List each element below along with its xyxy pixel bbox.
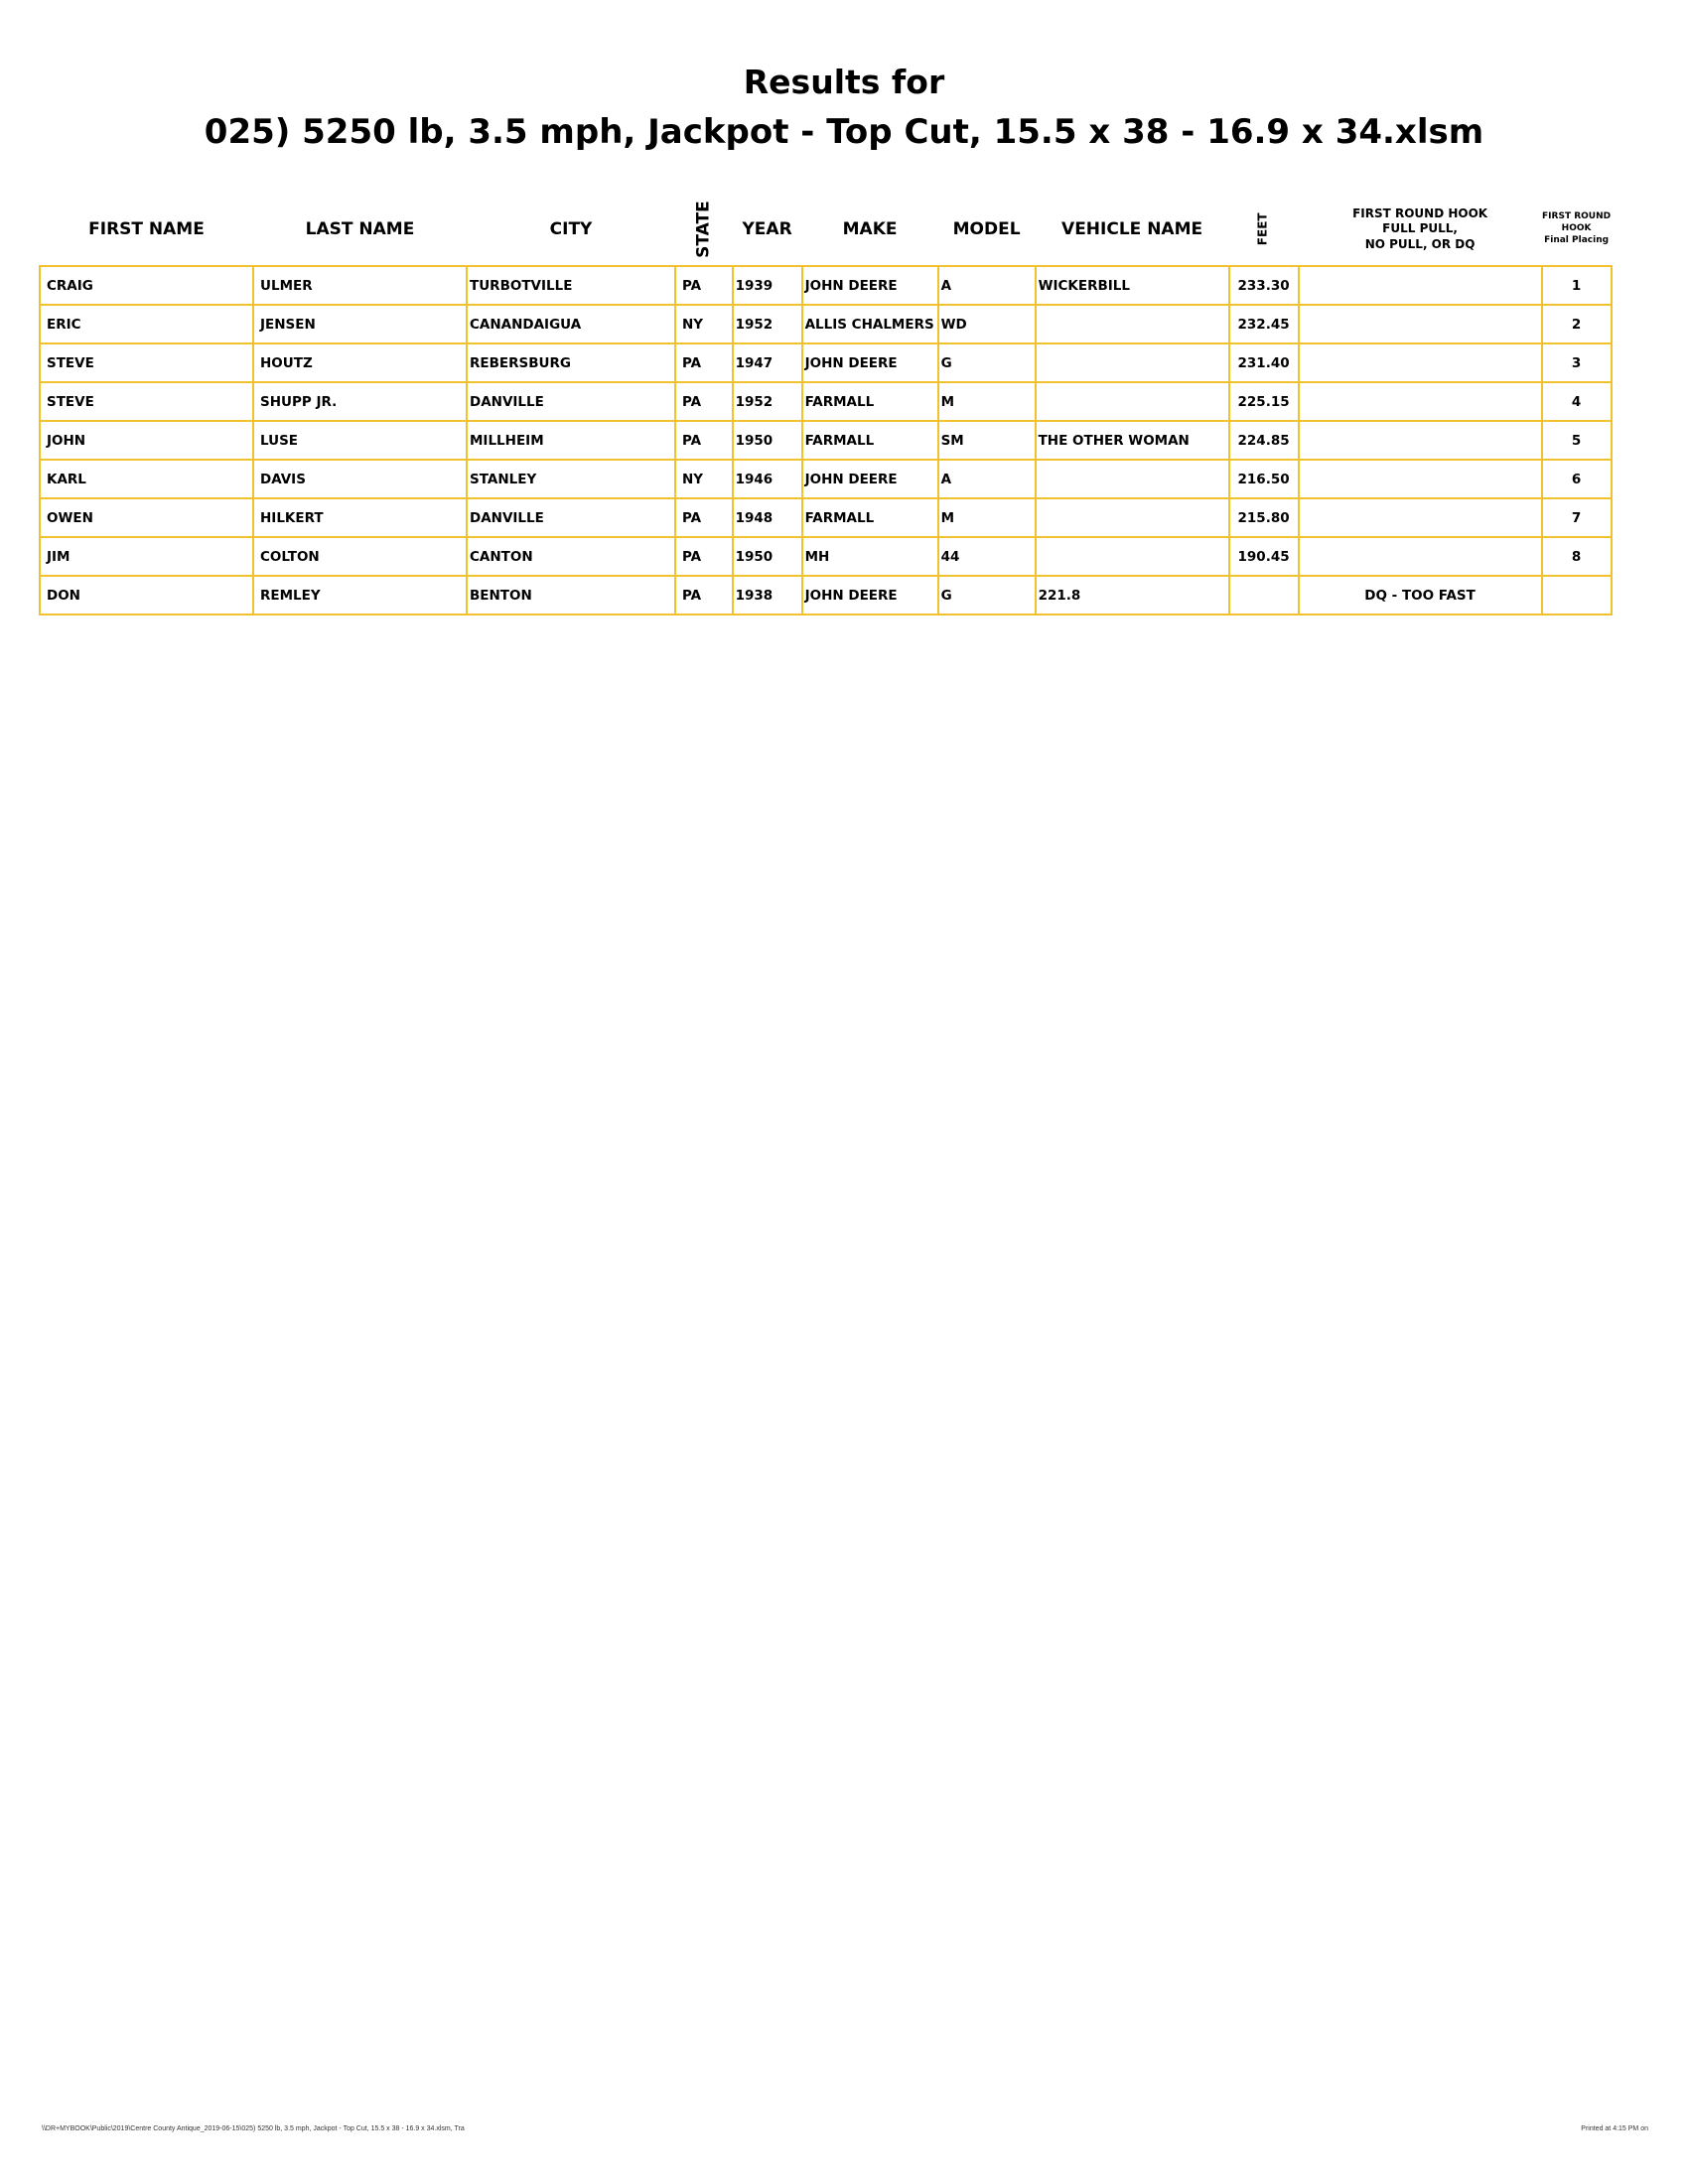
cell-final-placing: 1	[1542, 266, 1612, 305]
cell-vehicle-name	[1036, 537, 1229, 576]
cell-state: PA	[675, 266, 733, 305]
cell-first-name: KARL	[40, 460, 253, 498]
cell-last-name: COLTON	[253, 537, 467, 576]
cell-final-placing: 4	[1542, 382, 1612, 421]
cell-year: 1948	[733, 498, 802, 537]
footer-printed-at: Printed at 4:15 PM on	[1581, 2125, 1648, 2132]
cell-make: FARMALL	[802, 498, 938, 537]
header-make: MAKE	[842, 218, 898, 239]
header-placing-line2: HOOK	[1561, 223, 1592, 234]
header-last-name: LAST NAME	[305, 218, 415, 239]
header-city: CITY	[549, 218, 593, 239]
cell-feet: 225.15	[1229, 382, 1299, 421]
cell-feet: 216.50	[1229, 460, 1299, 498]
cell-state: PA	[675, 498, 733, 537]
cell-vehicle-name	[1036, 305, 1229, 343]
cell-city: REBERSBURG	[467, 343, 675, 382]
cell-model: 44	[938, 537, 1036, 576]
header-hook-line1: FIRST ROUND HOOK	[1352, 205, 1488, 220]
cell-model: A	[938, 266, 1036, 305]
results-table	[39, 194, 1613, 615]
cell-final-placing	[1542, 576, 1612, 614]
cell-first-round-hook	[1299, 498, 1542, 537]
cell-first-round-hook	[1299, 266, 1542, 305]
cell-year: 1950	[733, 537, 802, 576]
page-title-line1: Results for	[743, 63, 945, 101]
table-row	[40, 343, 1612, 382]
cell-model: SM	[938, 421, 1036, 460]
cell-state: PA	[675, 421, 733, 460]
header-first-round-hook	[1299, 194, 1542, 266]
cell-feet: 232.45	[1229, 305, 1299, 343]
cell-first-name: JOHN	[40, 421, 253, 460]
cell-feet: 233.30	[1229, 266, 1299, 305]
cell-year: 1952	[733, 305, 802, 343]
cell-last-name: DAVIS	[253, 460, 467, 498]
cell-last-name: HOUTZ	[253, 343, 467, 382]
cell-last-name: HILKERT	[253, 498, 467, 537]
cell-city: DANVILLE	[467, 498, 675, 537]
cell-feet: 215.80	[1229, 498, 1299, 537]
cell-year: 1947	[733, 343, 802, 382]
cell-model: WD	[938, 305, 1036, 343]
cell-final-placing: 8	[1542, 537, 1612, 576]
cell-vehicle-name: WICKERBILL	[1036, 266, 1229, 305]
cell-make: JOHN DEERE	[802, 343, 938, 382]
cell-model: M	[938, 382, 1036, 421]
cell-year: 1946	[733, 460, 802, 498]
cell-vehicle-name: THE OTHER WOMAN	[1036, 421, 1229, 460]
cell-state: PA	[675, 537, 733, 576]
cell-make: ALLIS CHALMERS	[802, 305, 938, 343]
table-row	[40, 266, 1612, 305]
cell-state: NY	[675, 305, 733, 343]
cell-first-name: STEVE	[40, 343, 253, 382]
header-hook-line2: FULL PULL,	[1382, 221, 1458, 236]
cell-final-placing: 3	[1542, 343, 1612, 382]
cell-year: 1939	[733, 266, 802, 305]
cell-vehicle-name	[1036, 460, 1229, 498]
cell-city: STANLEY	[467, 460, 675, 498]
cell-state: PA	[675, 576, 733, 614]
footer-file-path: \\DR+MYBOOK\Public\2019\Centre County Antique_2019-06-15\025) 5250 lb, 3.5 mph, Jackpot - Top Cut, 15.5 x 38 - 16.9 x 34.xlsm, Tra	[42, 2125, 465, 2132]
cell-city: MILLHEIM	[467, 421, 675, 460]
header-placing-line1: FIRST ROUND	[1542, 211, 1612, 222]
header-first-name: FIRST NAME	[88, 218, 205, 239]
cell-last-name: ULMER	[253, 266, 467, 305]
table-row	[40, 305, 1612, 343]
cell-make: MH	[802, 537, 938, 576]
cell-city: CANTON	[467, 537, 675, 576]
cell-feet: 190.45	[1229, 537, 1299, 576]
cell-final-placing: 2	[1542, 305, 1612, 343]
cell-vehicle-name	[1036, 498, 1229, 537]
cell-city: CANANDAIGUA	[467, 305, 675, 343]
header-row	[40, 194, 1612, 266]
cell-first-name: JIM	[40, 537, 253, 576]
cell-first-round-hook: DQ - TOO FAST	[1299, 576, 1542, 614]
cell-state: PA	[675, 382, 733, 421]
cell-first-name: STEVE	[40, 382, 253, 421]
cell-first-round-hook	[1299, 343, 1542, 382]
cell-first-round-hook	[1299, 460, 1542, 498]
table-row	[40, 537, 1612, 576]
cell-vehicle-name: 221.8	[1036, 576, 1229, 614]
cell-make: FARMALL	[802, 421, 938, 460]
header-year: YEAR	[742, 218, 792, 239]
cell-final-placing: 6	[1542, 460, 1612, 498]
table-row	[40, 382, 1612, 421]
cell-last-name: LUSE	[253, 421, 467, 460]
cell-last-name: SHUPP JR.	[253, 382, 467, 421]
page-title-line2: 025) 5250 lb, 3.5 mph, Jackpot - Top Cut, 15.5 x 38 - 16.9 x 34.xlsm	[204, 112, 1484, 152]
cell-first-round-hook	[1299, 305, 1542, 343]
table-row	[40, 498, 1612, 537]
cell-city: TURBOTVILLE	[467, 266, 675, 305]
cell-first-name: DON	[40, 576, 253, 614]
cell-year: 1950	[733, 421, 802, 460]
cell-last-name: JENSEN	[253, 305, 467, 343]
cell-feet	[1229, 576, 1299, 614]
cell-final-placing: 5	[1542, 421, 1612, 460]
cell-last-name: REMLEY	[253, 576, 467, 614]
header-state: STATE	[693, 201, 714, 258]
cell-final-placing: 7	[1542, 498, 1612, 537]
header-vehicle-name: VEHICLE NAME	[1061, 218, 1203, 239]
cell-first-round-hook	[1299, 382, 1542, 421]
table-row	[40, 576, 1612, 614]
cell-make: JOHN DEERE	[802, 266, 938, 305]
cell-city: BENTON	[467, 576, 675, 614]
table-row	[40, 460, 1612, 498]
cell-model: G	[938, 343, 1036, 382]
cell-model: M	[938, 498, 1036, 537]
header-feet: FEET	[1255, 212, 1270, 246]
cell-state: NY	[675, 460, 733, 498]
header-placing-line3: Final Placing	[1544, 234, 1610, 245]
cell-make: JOHN DEERE	[802, 460, 938, 498]
header-model: MODEL	[952, 218, 1021, 239]
cell-vehicle-name	[1036, 343, 1229, 382]
cell-year: 1938	[733, 576, 802, 614]
cell-vehicle-name	[1036, 382, 1229, 421]
cell-city: DANVILLE	[467, 382, 675, 421]
cell-model: G	[938, 576, 1036, 614]
cell-first-name: ERIC	[40, 305, 253, 343]
cell-model: A	[938, 460, 1036, 498]
cell-first-round-hook	[1299, 537, 1542, 576]
cell-make: JOHN DEERE	[802, 576, 938, 614]
header-hook-line3: NO PULL, OR DQ	[1364, 236, 1476, 251]
cell-feet: 224.85	[1229, 421, 1299, 460]
table-row	[40, 421, 1612, 460]
header-final-placing	[1542, 194, 1612, 266]
cell-first-round-hook	[1299, 421, 1542, 460]
cell-state: PA	[675, 343, 733, 382]
cell-first-name: OWEN	[40, 498, 253, 537]
cell-make: FARMALL	[802, 382, 938, 421]
cell-feet: 231.40	[1229, 343, 1299, 382]
results-body	[40, 266, 1612, 614]
cell-first-name: CRAIG	[40, 266, 253, 305]
cell-year: 1952	[733, 382, 802, 421]
